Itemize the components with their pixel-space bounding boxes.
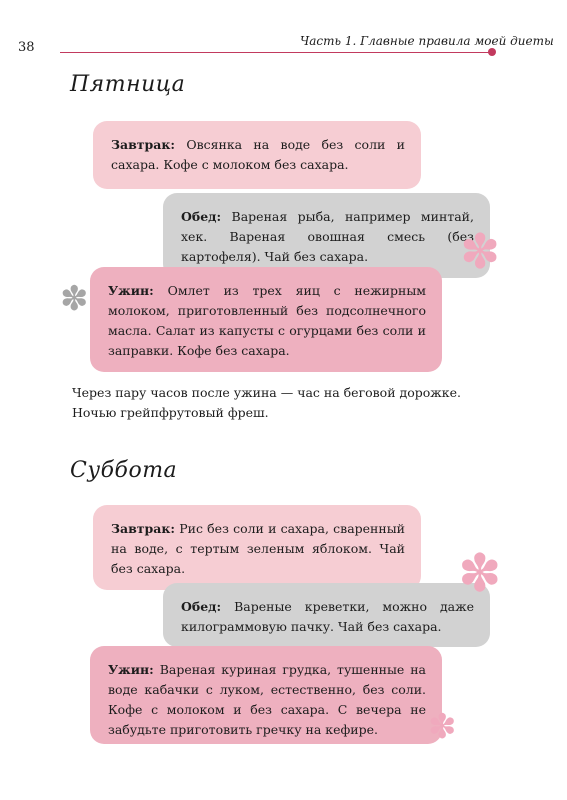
meal-text: Вареная куриная грудка, тушенные на воде кабачки с луком, естественно, без соли. Кофе с молоком и без сахара. С вечера не забудьте приготовить гречку на кефире. <box>108 662 426 737</box>
meal-text: Омлет из трех яиц с нежирным молоком, приготовленный без подсолнечного масла. Салат из капусты с огурцами без соли и заправки. Кофе без сахара. <box>108 283 426 358</box>
meal-text: Вареная рыба, например минтай, хек. Вареная овошная смесь (без картофеля). Чай без сахара. <box>181 209 474 264</box>
friday-note: Через пару часов после ужина — час на беговой дорожке. Ночью грейпфрутовый фреш. <box>72 385 461 420</box>
running-head: Часть 1. Главные правила моей диеты <box>300 34 554 48</box>
saturday-breakfast-box <box>93 505 421 590</box>
page-number: 38 <box>18 40 35 55</box>
friday-heading: Пятница <box>70 72 186 97</box>
header-dot <box>488 48 496 56</box>
meal-label: Обед: <box>181 599 222 614</box>
meal-text: Овсянка на воде без соли и сахара. Кофе с молоком без сахара. <box>111 137 405 172</box>
friday-breakfast-box <box>93 121 421 189</box>
meal-label: Завтрак: <box>111 137 176 152</box>
saturday-dinner-box <box>90 646 442 744</box>
asterisk-flower-icon: ✽ <box>428 707 457 747</box>
asterisk-flower-icon: ✽ <box>458 544 502 604</box>
meal-label: Завтрак: <box>111 521 176 536</box>
asterisk-flower-icon: ✽ <box>460 224 501 280</box>
meal-label: Ужин: <box>108 662 154 677</box>
header-rule <box>60 52 490 53</box>
meal-label: Обед: <box>181 209 222 224</box>
friday-dinner-box <box>90 267 442 372</box>
meal-text: Рис без соли и сахара, сваренный на воде, с тертым зеленым яблоком. Чай без сахара. <box>111 521 405 576</box>
meal-label: Ужин: <box>108 283 154 298</box>
friday-lunch-box <box>163 193 490 278</box>
saturday-heading: Суббота <box>70 458 178 483</box>
asterisk-flower-icon: ✽ <box>60 279 89 319</box>
meal-text: Вареные креветки, можно даже килограммовую пачку. Чай без сахара. <box>181 599 474 634</box>
saturday-lunch-box <box>163 583 490 647</box>
